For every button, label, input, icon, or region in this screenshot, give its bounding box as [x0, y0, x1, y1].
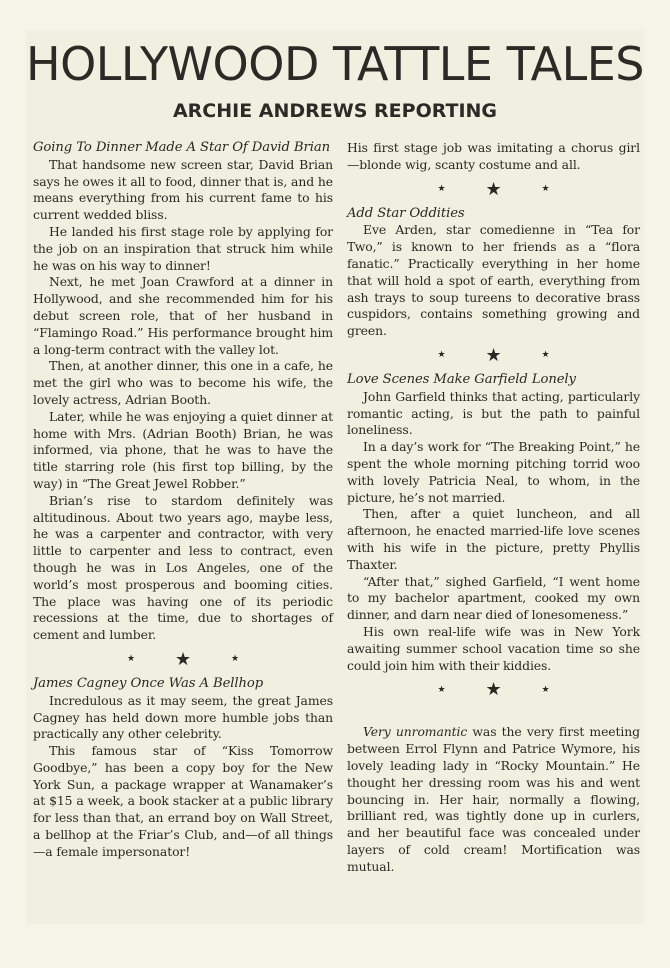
page-title: HOLLYWOOD TATTLE TALES [26, 37, 644, 91]
small-star-icon: ★ [231, 654, 239, 665]
article-paragraph: This famous star of “Kiss Tomorrow Goodbye,” has been a copy boy for the New York Sun, a package wrapper at Wanamaker’s at $15 a week, a book stacker at a public library for less than that, an errand boy on Wall Street, a bellhop at the Friar’s Club, and—of all things—a female impersonator! [33, 743, 333, 859]
article-paragraph: Brian’s rise to stardom definitely was altitudinous. About two years ago, maybe less, he was a carpenter and contractor, with very little to carpenter and less to contract, even though he was in Los Angeles, one of the world’s most prosperous and booming cities. The place was having one of its periodic recessions at the time, due to shortages of cement and lumber. [33, 492, 333, 643]
article-paragraph: Next, he met Joan Crawford at a dinner in Hollywood, and she recommended him for his debut screen role, that of her husband in “Flamingo Road.” His performance brought him a long-term contract with the valley lot. [33, 274, 333, 357]
article-paragraph: His own real-life wife was in New York awaiting summer school vacation time so she could join him with their kiddies. [347, 623, 640, 673]
article-paragraph: Later, while he was enjoying a quiet dinner at home with Mrs. (Adrian Booth) Brian, he was informed, via phone, that he was to have the title starring role (his first top billing, by the way) in “The Great Jewel Robber.” [33, 408, 333, 491]
star-divider [347, 677, 640, 703]
article-paragraph: In a day’s work for “The Breaking Point,” he spent the whole morning pitching torrid woo with lovely Patricia Neal, to whom, in the picture, he’s not married. [347, 439, 640, 505]
article-paragraph: His first stage job was imitating a chorus girl —blonde wig, scanty costume and all. [347, 140, 640, 172]
article-heading-arden: Add Star Oddities [347, 205, 465, 221]
article-paragraph: Then, after a quiet luncheon, and all afternoon, he enacted married-life love scenes with his wife in the picture, pretty Phyllis Thaxter. [347, 506, 640, 572]
article-heading-brian: Going To Dinner Made A Star Of David Brian [33, 140, 330, 155]
small-star-icon: ★ [541, 184, 550, 195]
article-paragraph: Eve Arden, star comedienne in “Tea for Two,” is known to her friends as a “flora fanatic.” Practically everything in her home that will hold a spot of earth, everything from ash trays to soup tureens to decorative brass cuspidors, contains something growing and green. [347, 222, 640, 339]
large-star-icon: ★ [485, 344, 502, 366]
spacer [347, 706, 640, 724]
article-paragraph: He landed his first stage role by applying for the job on an inspiration that struck him while he was on his way to dinner! [33, 223, 333, 273]
article-paragraph: That handsome new screen star, David Brian says he owes it all to food, dinner that is, and he means everything from his current fame to his current wedded bliss. [33, 156, 333, 223]
article-paragraph: Then, at another dinner, this one in a cafe, he met the girl who was to become his wife, the lovely actress, Adrian Booth. [33, 358, 333, 407]
article-text: was the very first meeting between Errol Flynn and Patrice Wymore, his lovely leading lady in “Rocky Mountain.” He thought her dressing room was his and went bouncing in. Her hair, normally a flowing, brilliant red, was tightly done up in curlers, and her beautiful face was concealed under layers of cold cream! Mortification was mutual. [347, 724, 640, 874]
left-column [33, 140, 333, 861]
italic-lead-in: Very unromantic [363, 724, 468, 740]
small-star-icon: ★ [127, 654, 135, 665]
large-star-icon: ★ [174, 648, 192, 670]
page-sheet [26, 30, 644, 924]
right-column [347, 140, 640, 875]
star-divider [347, 177, 640, 203]
small-star-icon: ★ [541, 684, 550, 695]
small-star-icon: ★ [437, 350, 446, 361]
star-divider [33, 647, 333, 673]
large-star-icon: ★ [485, 679, 502, 701]
article-paragraph: Incredulous as it may seem, the great James Cagney has held down more humble jobs than practically any other celebrity. [33, 692, 333, 742]
small-star-icon: ★ [541, 350, 550, 361]
small-star-icon: ★ [437, 184, 446, 195]
large-star-icon: ★ [485, 178, 502, 200]
article-paragraph: John Garfield thinks that acting, particularly romantic acting, is but the path to painful loneliness. [347, 388, 640, 438]
small-star-icon: ★ [437, 684, 446, 695]
star-divider [347, 343, 640, 369]
article-heading-garfield: Love Scenes Make Garfield Lonely [347, 371, 576, 387]
page-subtitle: ARCHIE ANDREWS REPORTING [172, 100, 498, 122]
article-paragraph: “After that,” sighed Garfield, “I went home to my bachelor apartment, cooked my own dinner, and darn near died of lonesomeness.” [347, 573, 640, 623]
article-heading-cagney: James Cagney Once Was A Bellhop [33, 675, 264, 691]
article-paragraph-flynn [347, 724, 640, 875]
